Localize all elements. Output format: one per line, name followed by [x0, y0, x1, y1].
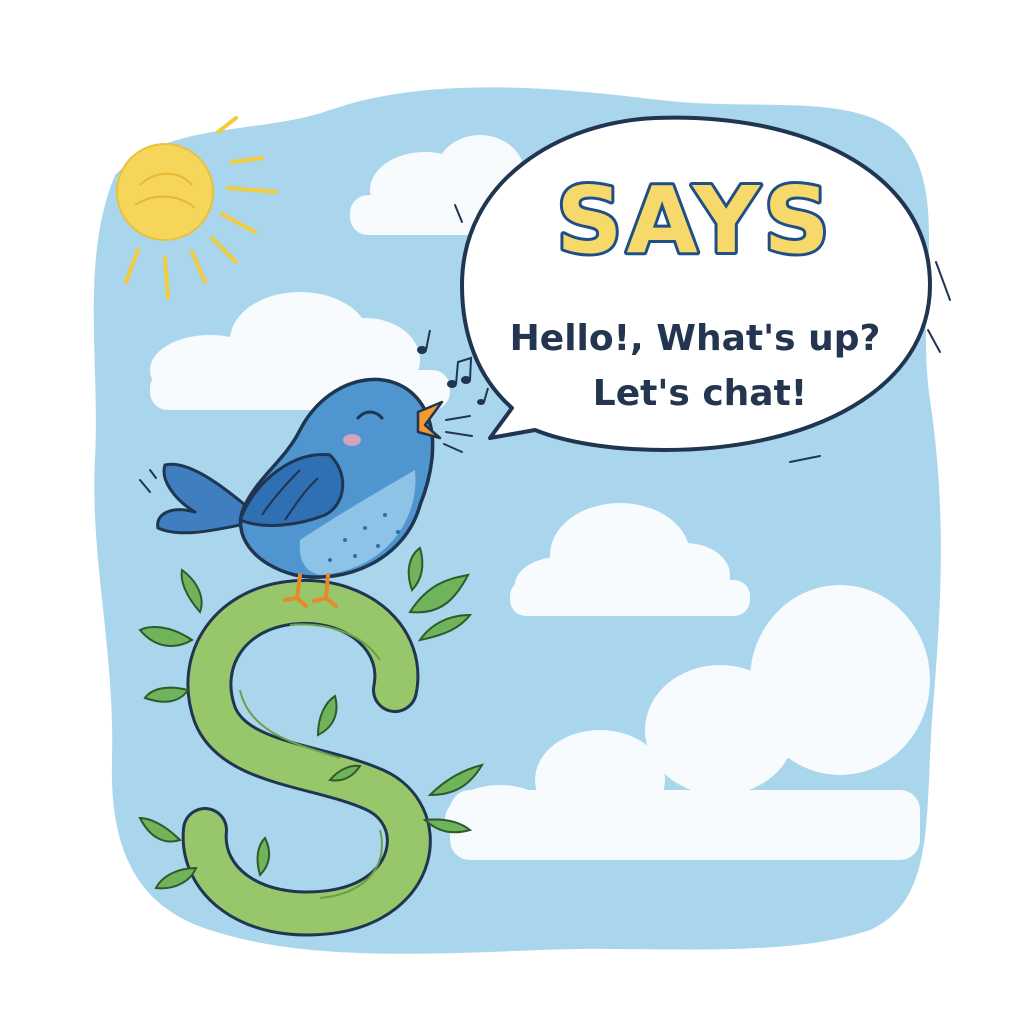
- bubble-line-2: Let's chat!: [592, 373, 808, 414]
- bubble-line-1: Hello!, What's up?: [509, 318, 881, 359]
- bubble-title: SAYS: [556, 167, 834, 274]
